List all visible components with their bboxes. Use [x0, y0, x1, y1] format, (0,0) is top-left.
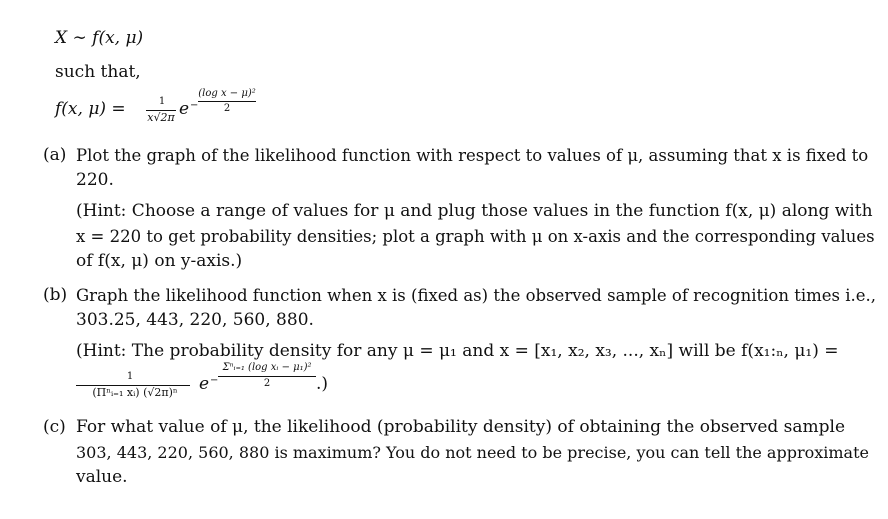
- question-b-text-line2: 303.25, 443, 220, 560, 880.: [76, 310, 314, 330]
- hint-exp-numerator: Σⁿᵢ₌₁ (log xᵢ − μ₁)²: [222, 362, 312, 373]
- pdf-e: e: [179, 99, 190, 119]
- distribution-statement: X ∼ f(x, μ): [55, 28, 144, 48]
- such-that-text: such that,: [55, 62, 141, 82]
- question-b-label: (b): [43, 285, 68, 305]
- pdf-exp-sign: −: [190, 100, 199, 111]
- question-c-text-line1: For what value of μ, the likelihood (probability density) of obtaining the observed sample: [76, 417, 846, 437]
- pdf-exp-denominator: 2: [223, 103, 231, 114]
- pdf-numerator: 1: [158, 96, 166, 107]
- hint-end: .): [316, 374, 329, 394]
- question-a-text-line1: Plot the graph of the likelihood function with respect to values of μ, assuming that x is fixed to: [76, 146, 869, 165]
- hint-frac-numerator: 1: [126, 371, 134, 382]
- question-a-hint-line2: x = 220 to get probability densities; plot a graph with μ on x-axis and the corresponding values: [76, 227, 875, 246]
- question-a-hint-line1: (Hint: Choose a range of values for μ and plug those values in the function f(x, μ) along with: [76, 201, 873, 221]
- pdf-exp-numerator: (log x − μ)²: [198, 88, 256, 99]
- question-a-label: (a): [43, 145, 67, 165]
- question-a-hint-line3: of f(x, μ) on y-axis.): [76, 251, 243, 271]
- hint-exp-bar: [218, 376, 316, 377]
- question-b-hint-line1: (Hint: The probability density for any μ = μ₁ and x = [x₁, x₂, x₃, ..., xₙ] will be f(x₁:ₙ, μ₁) =: [76, 341, 839, 361]
- pdf-lhs: f(x, μ) =: [55, 99, 126, 119]
- hint-frac-denominator: (Πⁿᵢ₌₁ xᵢ) (√2π)ⁿ: [92, 386, 178, 399]
- hint-exp-sign: −: [210, 375, 219, 386]
- question-a-text-line2: 220.: [76, 170, 114, 190]
- question-b-text-line1: Graph the likelihood function when x is (fixed as) the observed sample of recognition times i.e.,: [76, 286, 877, 305]
- question-c-text-line2: 303, 443, 220, 560, 880 is maximum? You do not need to be precise, you can tell the approximate: [76, 443, 869, 462]
- pdf-exp-fraction-bar: [198, 101, 256, 102]
- hint-exp-denominator: 2: [263, 378, 271, 389]
- pdf-denominator: x√2π: [147, 111, 175, 124]
- question-c-label: (c): [43, 417, 66, 437]
- hint-e: e: [199, 374, 210, 394]
- question-c-text-line3: value.: [76, 467, 128, 487]
